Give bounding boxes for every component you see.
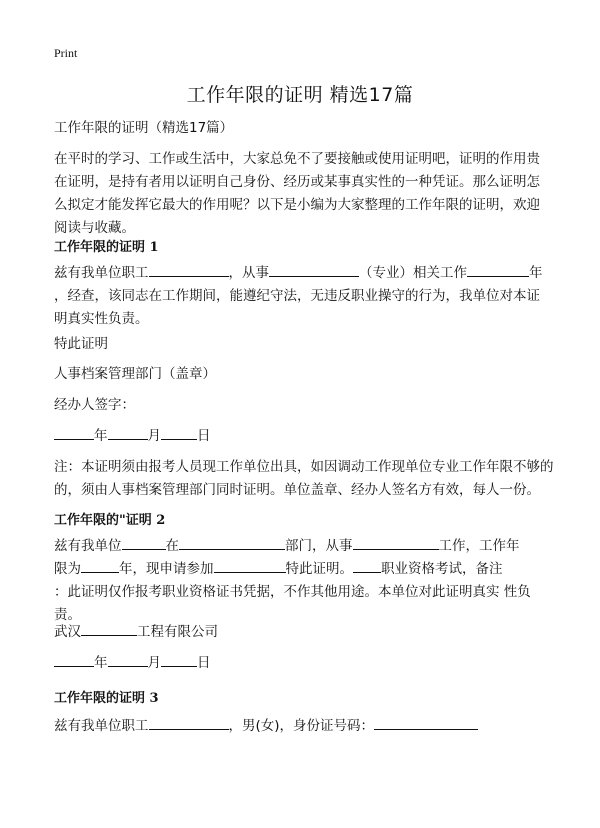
section-1-date: 年 月 日: [54, 425, 554, 448]
blank-field: [54, 652, 94, 667]
blank-field: [161, 425, 197, 440]
special-proof: 特此证明: [54, 336, 108, 352]
section-2-line-1: 兹有我单位 在 部门，从事 工作，工作年: [54, 535, 554, 558]
subtitle: 工作年限的证明（精选17篇）: [54, 120, 234, 136]
section-2-heading: 工作年限的"证明 2: [54, 513, 166, 528]
blank-field: [149, 262, 229, 277]
blank-field: [179, 535, 285, 550]
blank-field: [269, 262, 359, 277]
company-line: 武汉 工程有限公司: [54, 621, 554, 644]
section-3-heading: 工作年限的证明 3: [54, 691, 159, 706]
blank-field: [214, 558, 286, 573]
page-title: 工作年限的证明 精选17篇: [186, 84, 414, 106]
section-1-paragraph: 兹有我单位职工 ，从事 （专业）相关工作 年 ，经查，该同志在工作期间，能遵纪守法，无违反职业操守的行为，我单位对本证 明真实性负责。: [54, 262, 554, 331]
blank-field: [108, 652, 148, 667]
blank-field: [467, 262, 529, 277]
intro-paragraph: 在平时的学习、工作或生活中，大家总免不了要接触或使用证明吧，证明的作用贵 在证明，是持有者用以证明自己身份、经历或某事真实性的一种凭证。那么证明怎 么拟定才能发挥它最大的作用呢？以下是小编为大家整理的工作年限的证明，欢迎 阅读与收藏。: [54, 151, 540, 236]
section-1-heading: 工作年限的证明 1: [54, 240, 159, 255]
section-3-paragraph: 兹有我单位职工 ，男(女)，身份证号码：: [54, 715, 554, 738]
section-1-line-1: 兹有我单位职工 ，从事 （专业）相关工作 年: [54, 262, 554, 285]
dept-seal: 人事档案管理部门（盖章）: [54, 366, 216, 382]
blank-field: [81, 621, 137, 636]
blank-field: [81, 558, 119, 573]
blank-field: [374, 715, 478, 730]
section-2-paragraph: 兹有我单位 在 部门，从事 工作，工作年 限为 年，现申请参加 特此证明。 职业资格考试，备注 ：此证明仅作报考职业资格证书凭据，不作其他用途。本单位对此证明真实 性负 责。: [54, 535, 554, 627]
blank-field: [353, 558, 381, 573]
print-label: Print: [54, 46, 78, 60]
blank-field: [108, 425, 148, 440]
section-2-date: 年 月 日: [54, 652, 554, 675]
blank-field: [54, 425, 94, 440]
section-1-note: 注：本证明须由报考人员现工作单位出具，如因调动工作现单位专业工作年限不够的 的，须由人事档案管理部门同时证明。单位盖章、经办人签名方有效，每人一份。: [54, 459, 554, 498]
blank-field: [161, 652, 197, 667]
handler-signature: 经办人签字：: [54, 397, 135, 413]
section-2-line-2: 限为 年，现申请参加 特此证明。 职业资格考试，备注: [54, 558, 554, 581]
blank-field: [149, 715, 229, 730]
blank-field: [122, 535, 166, 550]
blank-field: [353, 535, 439, 550]
